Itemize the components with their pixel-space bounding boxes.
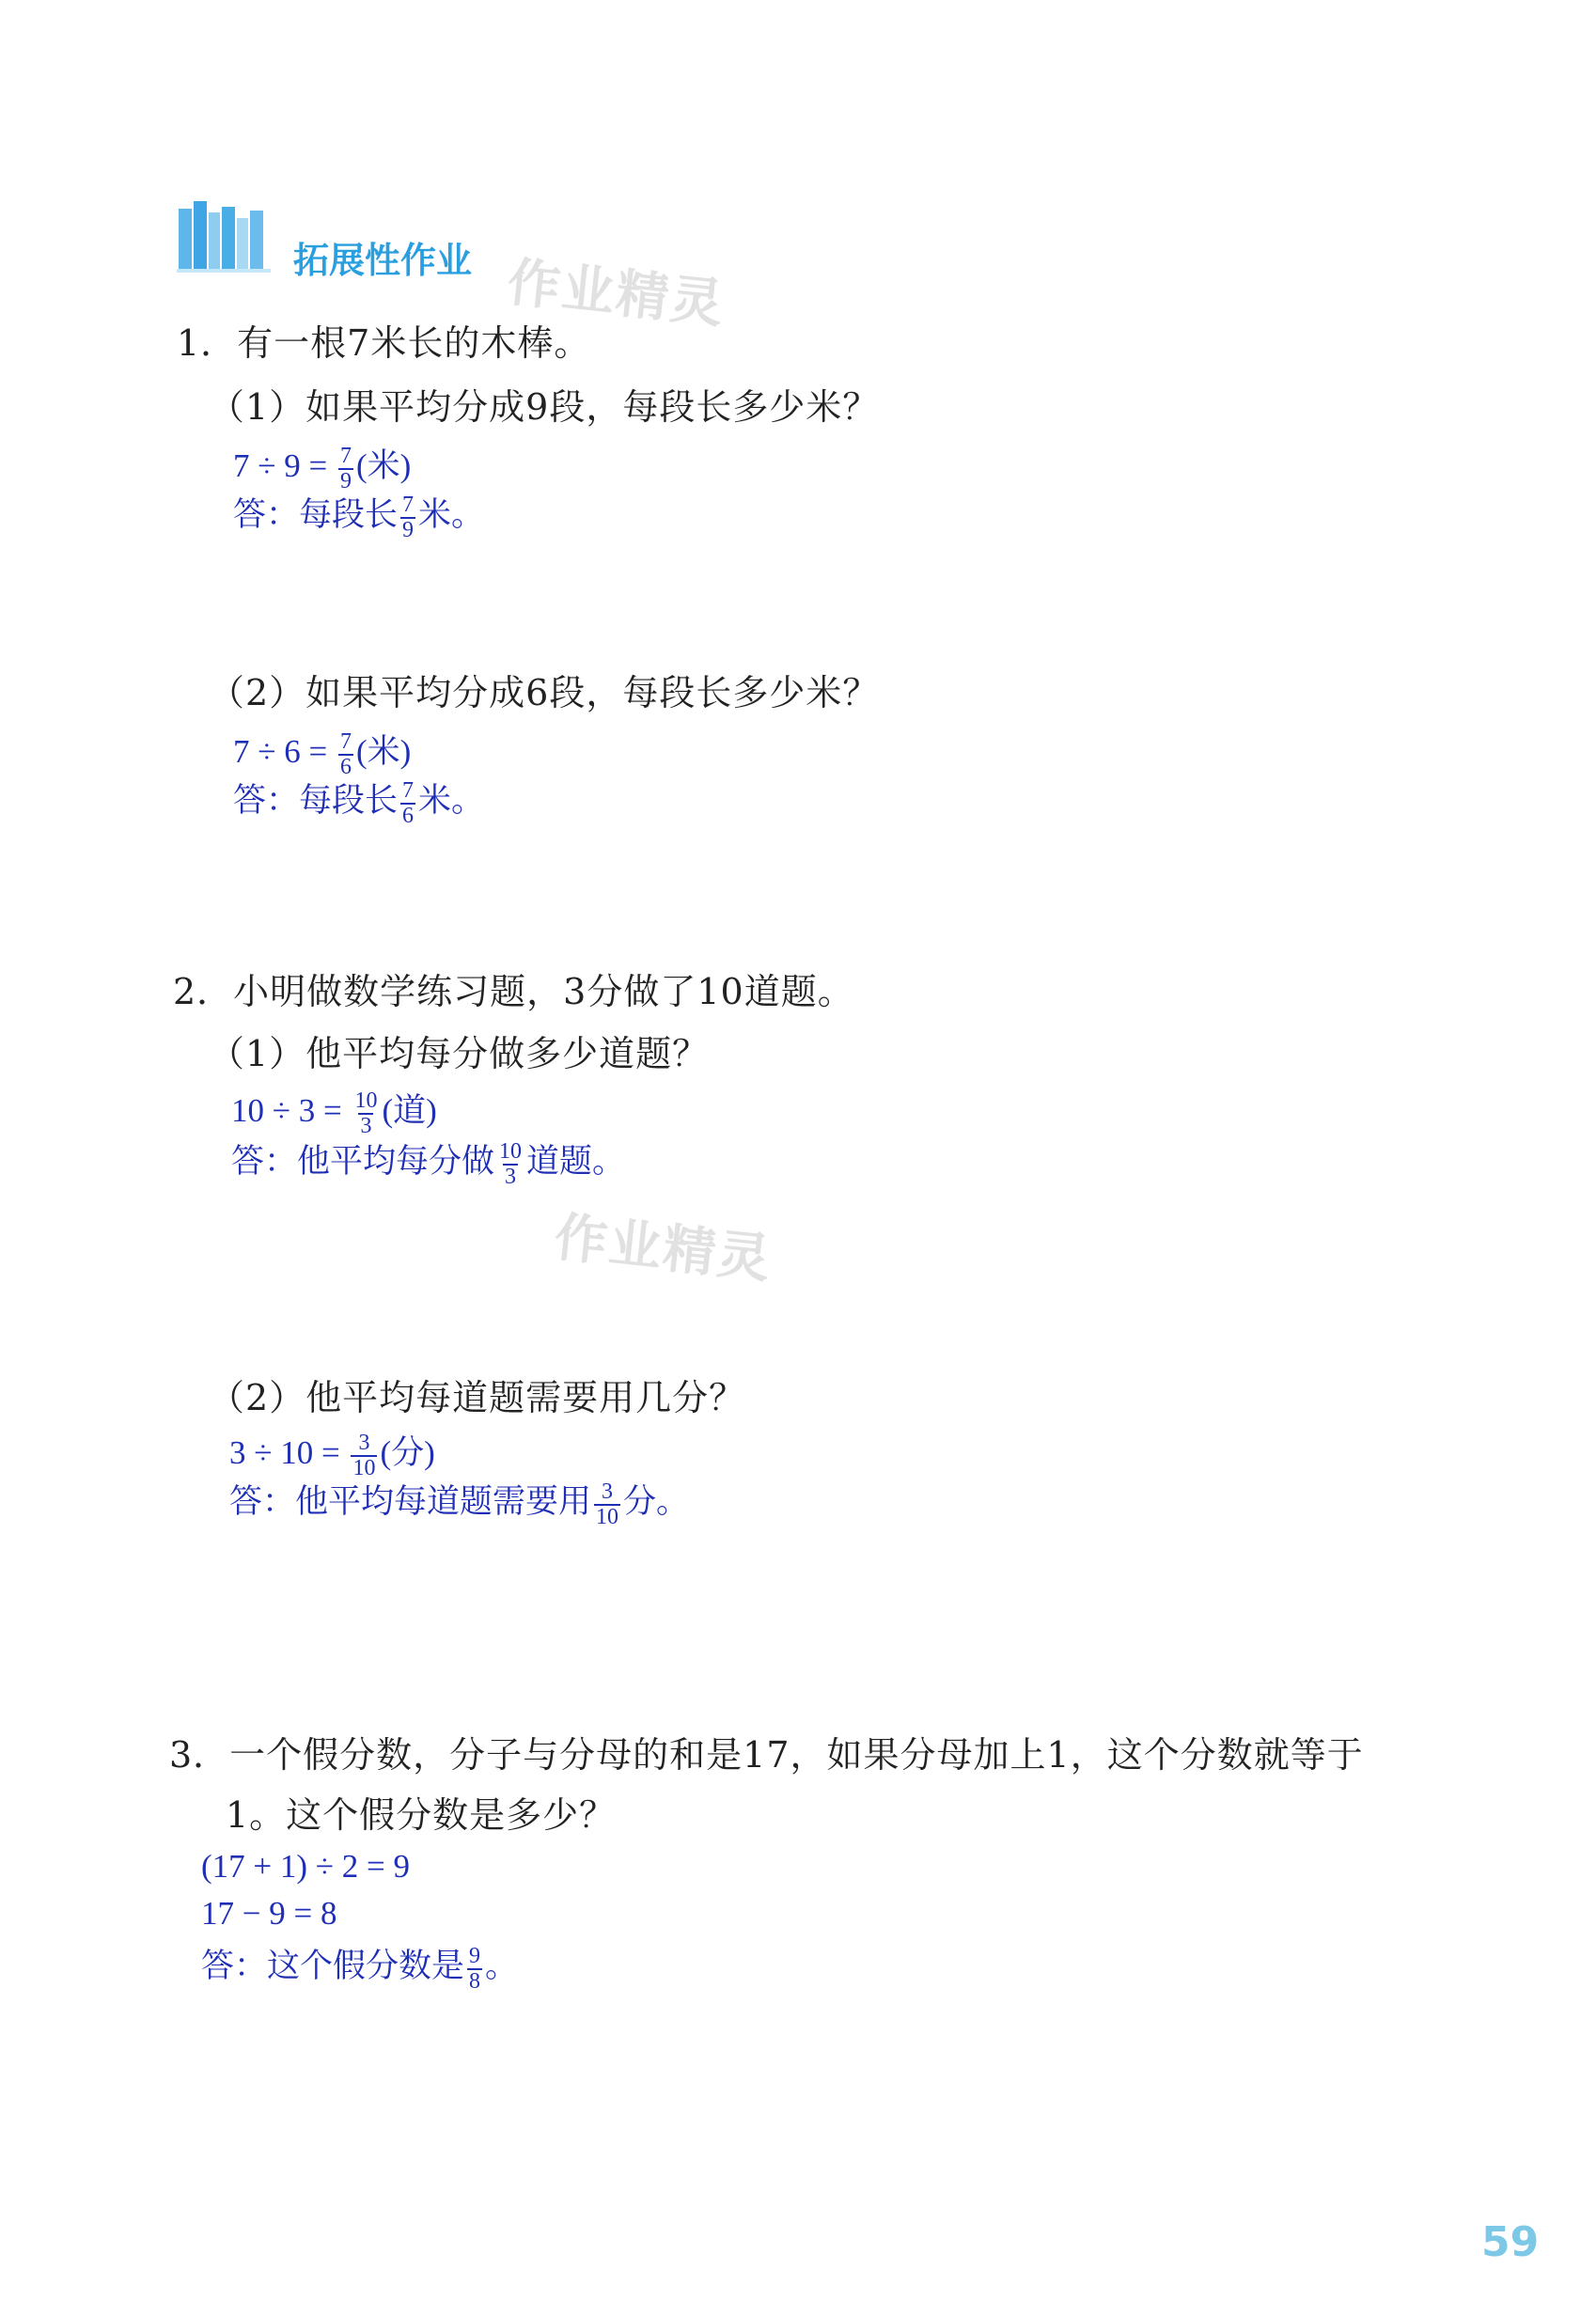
fraction: $\frac{7}{9}$ xyxy=(402,492,415,542)
watermark: 作业精灵 xyxy=(551,1207,775,1291)
answer-equation: 7 ÷ 9 = $\frac{7}{9}$ (米) xyxy=(233,443,412,493)
books-icon xyxy=(177,197,271,273)
question-1-stem: 1．有一根7米长的木棒。 xyxy=(177,322,591,364)
section-title: 拓展性作业 xyxy=(293,240,473,281)
question-3-stem-line-2: 1。这个假分数是多少？ xyxy=(226,1794,617,1836)
fraction: $\frac{9}{8}$ xyxy=(469,1943,481,1994)
question-2-part-2: （2）他平均每道题需要用几分？ xyxy=(209,1377,746,1418)
watermark: 作业精灵 xyxy=(504,252,728,336)
fraction: $\frac{7}{6}$ xyxy=(339,728,352,779)
fraction: $\frac{3}{10}$ xyxy=(352,1430,376,1480)
question-2-stem: 2．小明做数学练习题，3分做了10道题。 xyxy=(173,971,854,1012)
answer-equation: 3 ÷ 10 = $\frac{3}{10}$ (分) xyxy=(229,1430,435,1480)
answer-sentence: 答：每段长 $\frac{7}{9}$ 米。 xyxy=(233,492,485,542)
fraction: $\frac{3}{10}$ xyxy=(596,1479,619,1529)
fraction: $\frac{10}{3}$ xyxy=(354,1088,378,1138)
answer-equation: 7 ÷ 6 = $\frac{7}{6}$ (米) xyxy=(233,728,412,779)
fraction: $\frac{7}{9}$ xyxy=(339,443,352,493)
page-number: 59 xyxy=(1481,2218,1540,2266)
answer-equation: 10 ÷ 3 = $\frac{10}{3}$ (道) xyxy=(231,1088,437,1138)
fraction: $\frac{10}{3}$ xyxy=(499,1138,523,1189)
answer-sentence: 答：他平均每分做 $\frac{10}{3}$ 道题。 xyxy=(231,1138,626,1189)
question-3-stem-line-1: 3．一个假分数，分子与分母的和是17，如果分母加上1，这个分数就等于 xyxy=(169,1734,1364,1776)
fraction: $\frac{7}{6}$ xyxy=(402,777,415,828)
answer-step-1: (17 + 1) ÷ 2 = 9 xyxy=(201,1848,410,1885)
question-1-part-1: （1）如果平均分成9段，每段长多少米？ xyxy=(209,386,880,428)
answer-sentence: 答：每段长 $\frac{7}{6}$ 米。 xyxy=(233,777,485,828)
answer-step-2: 17 − 9 = 8 xyxy=(201,1895,337,1932)
question-1-part-2: （2）如果平均分成6段，每段长多少米？ xyxy=(209,672,880,713)
answer-sentence: 答：这个假分数是 $\frac{9}{8}$ 。 xyxy=(201,1943,519,1994)
question-2-part-1: （1）他平均每分做多少道题？ xyxy=(209,1033,710,1074)
answer-sentence: 答：他平均每道题需要用 $\frac{3}{10}$ 分。 xyxy=(229,1479,690,1529)
